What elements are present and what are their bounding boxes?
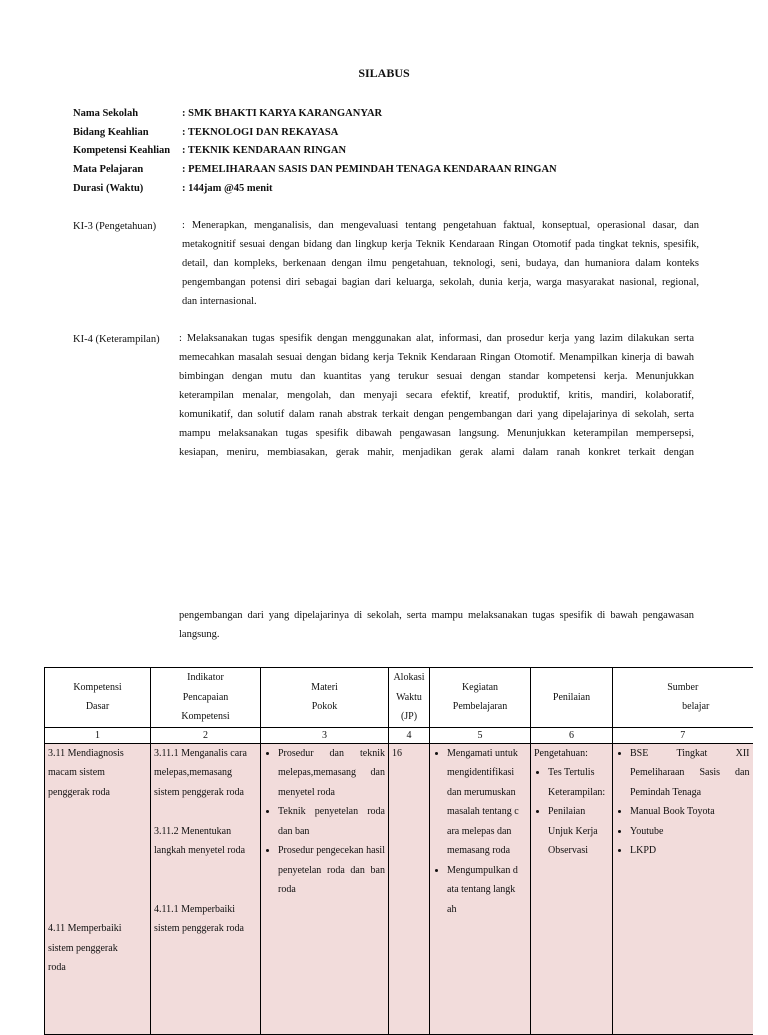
header-cell: Indikator Pencapaian Kompetensi (151, 668, 261, 728)
syllabus-table (44, 667, 753, 1035)
ki4-continued-text (179, 606, 694, 644)
info-value: : TEKNIK KENDARAAN RINGAN (182, 145, 347, 156)
column-number: 5 (430, 727, 531, 743)
ki3-line: : Menerapkan, menganalisis, dan mengevaluasi tentang pengetahuan faktual, konseptual, operasional dasar, dan (182, 220, 699, 231)
header-cell: Alokasi Waktu (JP) (389, 668, 430, 728)
column-number: 7 (613, 727, 753, 743)
kd-item: 3.11 Mendiagnosis macam sistem penggerak roda (48, 747, 124, 798)
header-cell: Kegiatan Pembelajaran (430, 668, 531, 728)
kd-cell (45, 743, 151, 1034)
info-label: Nama Sekolah (73, 108, 139, 119)
list-item: • Prosedur dan teknik melepas,memasang dan menyetel roda (278, 744, 385, 803)
list-item: • Manual Book Toyota (630, 802, 750, 822)
kegiatan-list (433, 744, 519, 920)
penilaian-heading: Pengetahuan: (534, 747, 588, 759)
ki4-line: langsung. (179, 629, 220, 640)
column-number: 3 (261, 727, 389, 743)
column-number: 1 (45, 727, 151, 743)
ki4-line: bimbingan dengan mutu dan kuantitas yang terukur sesuai dengan standar kompetensi kerja. Menunjukkan (179, 371, 694, 382)
ki3-line: pengembangan potensi diri sebagai bagian dari keluarga, sekolah, dunia kerja, warga masyarakat nasional, regional, (182, 277, 699, 288)
table-header-row (45, 668, 753, 728)
column-number: 2 (151, 727, 261, 743)
sumber-list (616, 744, 750, 861)
kd-item: 4.11 Memperbaiki sistem penggerak roda (48, 923, 122, 973)
header-cell: Sumber belajar (613, 668, 753, 728)
info-label: Durasi (Waktu) (73, 183, 144, 194)
table-number-row (45, 727, 753, 743)
penilaian-cell (531, 743, 613, 1034)
materi-list (264, 744, 385, 900)
list-item: • Mengamati untuk mengidentifikasi dan merumuskan masalah tentang cara melepas dan memasang roda (447, 744, 519, 861)
materi-cell (261, 743, 389, 1034)
document-title: SILABUS (358, 66, 410, 80)
header-cell: Kompetensi Dasar (45, 668, 151, 728)
ki4-line: mampu melaksanakan tugas spesifik dibawah pengawasan langsung. Menunjukkan keterampilan mempersepsi, (179, 428, 694, 439)
ki3-label: KI-3 (Pengetahuan) (73, 221, 157, 232)
ki4-label: KI-4 (Keterampilan) (73, 334, 160, 345)
column-number: 4 (389, 727, 430, 743)
jp-cell: 16 (389, 743, 430, 1034)
ki3-line: metakognitif sesuai dengan bidang dan lingkup kerja Teknik Kendaraan Ringan Otomotif pada tingkat teknis, spesifik, (182, 239, 699, 250)
ki3-line: dan internasional. (182, 296, 257, 307)
list-item: • Prosedur pengecekan hasil penyetelan roda dan ban roda (278, 841, 385, 900)
list-item: • LKPD (630, 841, 750, 861)
ki3-line: detail, dan kompleks, berkenaan dengan ilmu pengetahuan, teknologi, seni, budaya, dan humaniora dalam konteks (182, 258, 699, 269)
info-value: : PEMELIHARAAN SASIS DAN PEMINDAH TENAGA KENDARAAN RINGAN (182, 164, 557, 175)
sumber-cell (613, 743, 753, 1034)
info-label: Mata Pelajaran (73, 164, 144, 175)
column-number: 6 (531, 727, 613, 743)
list-item: • Mengumpulkan data tentang langkah (447, 861, 519, 920)
list-item: • Tes Tertulis Keterampilan: (548, 763, 609, 802)
ki4-line: komunikatif, dan solutif dalam ranah abstrak terkait dengan pengembangan dari yang dipelajarinya di sekolah, serta (179, 409, 694, 420)
info-value: : 144jam @45 menit (182, 183, 273, 194)
ipk-item: 4.11.1 Memperbaiki sistem penggerak roda (154, 903, 244, 934)
info-label: Bidang Keahlian (73, 127, 149, 138)
list-item: • Penilaian Unjuk Kerja Observasi (548, 802, 609, 861)
ipk-cell (151, 743, 261, 1034)
table-row (45, 743, 753, 1034)
ki4-line: pengembangan dari yang dipelajarinya di sekolah, serta mampu melaksanakan tugas spesifik di bawah pengawasan (179, 610, 694, 621)
ki3-text (182, 216, 699, 311)
header-cell: Materi Pokok (261, 668, 389, 728)
kegiatan-cell (430, 743, 531, 1034)
ki4-line: keterampilan menalar, mengolah, dan menyaji secara efektif, kreatif, produktif, kritis, mandiri, kolaboratif, (179, 390, 694, 401)
ki4-line: memecahkan masalah sesuai dengan bidang kerja Teknik Kendaraan Ringan Otomotif. Menampilkan kinerja di bawah (179, 352, 694, 363)
info-label: Kompetensi Keahlian (73, 145, 171, 156)
ipk-item: 3.11.1 Menganalis cara melepas,memasang sistem penggerak roda (154, 747, 247, 798)
ipk-item: 3.11.2 Menentukan langkah menyetel roda (154, 825, 246, 856)
ki4-line: kesiapan, meniru, membiasakan, gerak mahir, menjadikan gerak alami dalam ranah konkret terkait dengan (179, 447, 694, 458)
info-value: : TEKNOLOGI DAN REKAYASA (182, 127, 339, 138)
list-item: • Teknik penyetelan roda dan ban (278, 802, 385, 841)
ki4-line: : Melaksanakan tugas spesifik dengan menggunakan alat, informasi, dan prosedur kerja yang lazim dilakukan serta (179, 333, 694, 344)
header-cell: Penilaian (531, 668, 613, 728)
list-item: • Youtube (630, 822, 750, 842)
ki4-text (179, 329, 694, 462)
info-value: : SMK BHAKTI KARYA KARANGANYAR (182, 108, 383, 119)
penilaian-list (534, 763, 609, 861)
list-item: • BSE Tingkat XII Pemeliharaan Sasis dan Pemindah Tenaga (630, 744, 750, 803)
